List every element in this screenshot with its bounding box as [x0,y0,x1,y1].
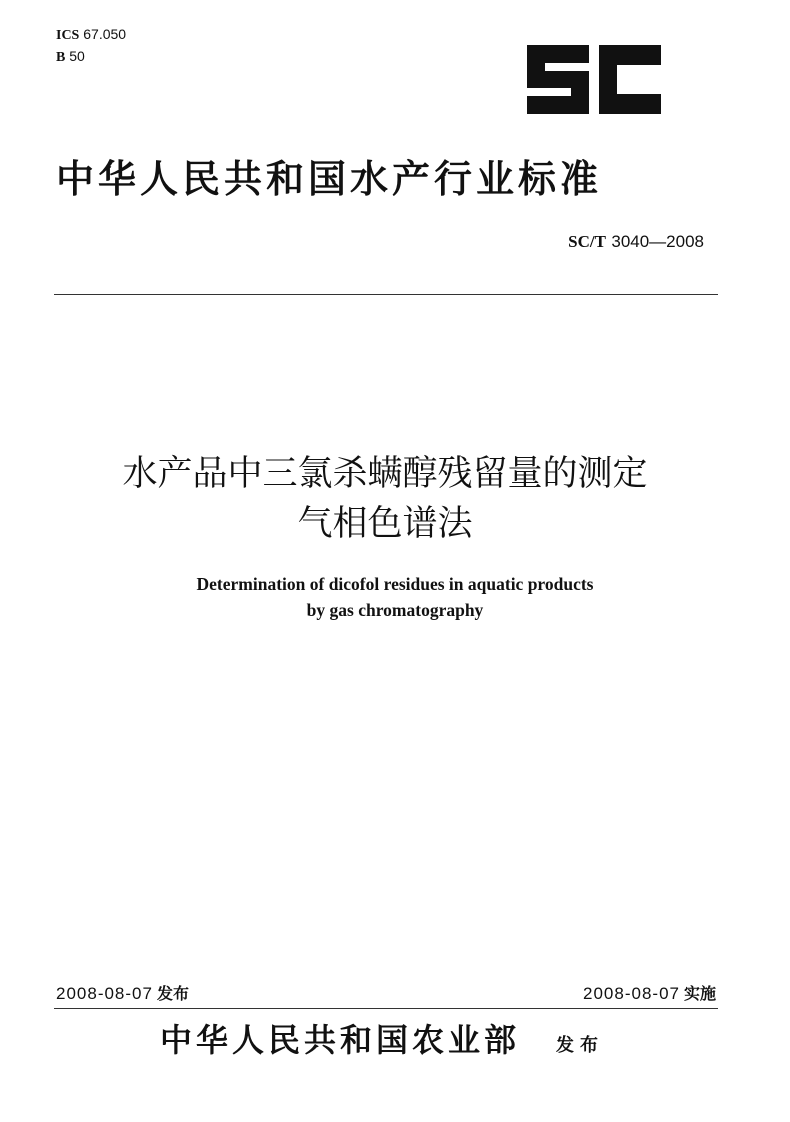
title-cn-line1: 水产品中三氯杀螨醇残留量的测定 [122,454,648,494]
implement-label: 实施 [683,984,716,1003]
ccs-value: 50 [69,48,85,64]
ccs-label: B [56,50,66,65]
top-divider [54,294,718,295]
publish-date-value: 2008-08-07 [56,984,153,1003]
implement-date-value: 2008-08-07 [583,984,680,1003]
ics-code [56,24,126,46]
sc-logo [527,45,661,114]
ics-value: 67.050 [83,26,127,42]
ccs-code [56,46,126,68]
issuer-name: 中华人民共和国农业部 [160,1021,521,1059]
standard-number [568,232,704,252]
publish-label: 发布 [156,984,189,1003]
bottom-divider [54,1008,718,1009]
classification-codes [56,24,126,68]
standard-title: 中华人民共和国水产行业标准 [56,157,603,201]
implement-date [583,981,716,1004]
standard-number-value: 3040—2008 [611,232,704,251]
publish-date [56,981,189,1004]
title-en-line2: by gas chromatography [306,600,484,620]
logo-letter-s [527,45,589,114]
title-cn-line2: 气相色谱法 [297,504,473,544]
logo-letter-c [599,45,661,114]
title-en-line1: Determination of dicofol residues in aquatic products [196,574,594,594]
issuer-suffix: 发布 [556,1035,604,1056]
standard-code: SC/T [568,232,606,251]
ics-label: ICS [56,28,80,43]
